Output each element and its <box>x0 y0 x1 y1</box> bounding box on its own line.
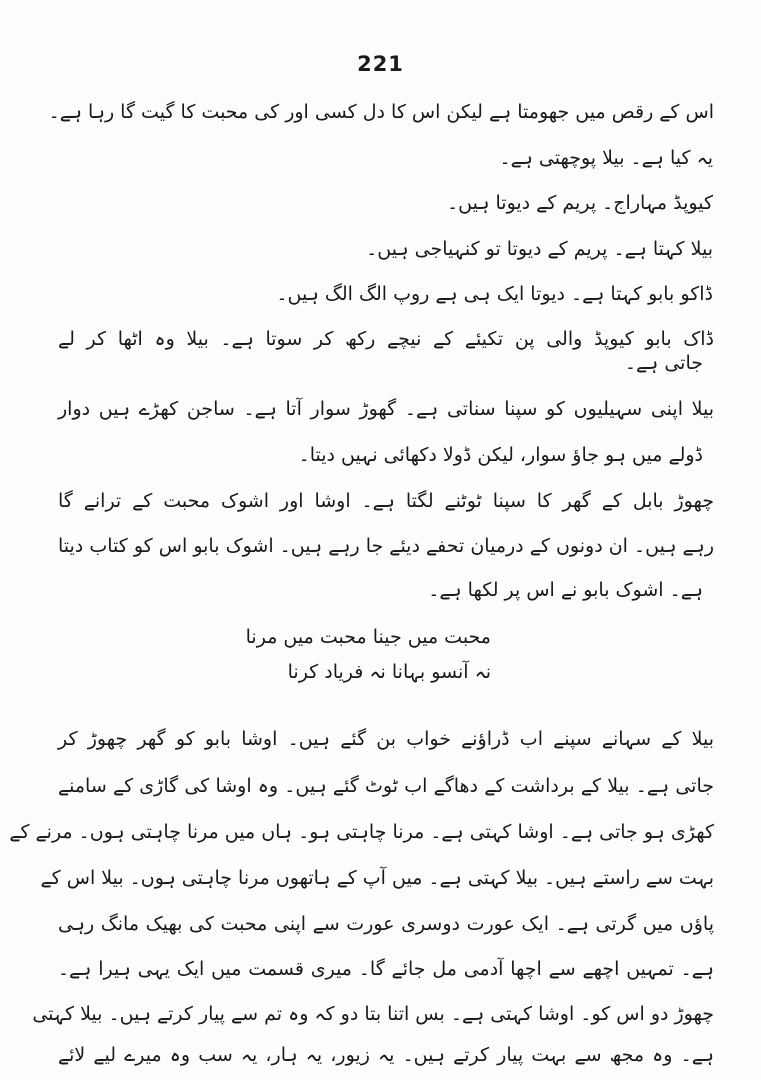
text-line: اس کے رقص میں جھومتا ہے لیکن اس کا دل کسی اور کی محبت کا گیت گا رہا ہے۔ <box>48 101 714 123</box>
text-line: رہے ہیں۔ ان دونوں کے درمیان تحفے دیئے جا رہے ہیں۔ اشوک بابو اس کو کتاب دیتا <box>58 535 714 557</box>
text-line: جاتی ہے۔ بیلا کے برداشت کے دھاگے اب ٹوٹ گئے ہیں۔ وہ اوشا کی گاڑی کے سامنے <box>58 775 714 797</box>
text-line: ہے۔ اشوک بابو نے اس پر لکھا ہے۔ <box>428 579 703 601</box>
text-line: بیلا اپنی سہیلیوں کو سپنا سناتی ہے۔ گھوڑ سوار آتا ہے۔ ساجن کھڑے ہیں دوار <box>58 398 714 420</box>
text-line: چھوڑ بابل کے گھر کا سپنا ٹوٹنے لگتا ہے۔ اوشا اور اشوک محبت کے ترانے گا <box>58 490 714 512</box>
verse-line: نہ آنسو بہانا نہ فریاد کرنا <box>287 661 491 683</box>
text-line: ہے۔ تمہیں اچھے سے اچھا آدمی مل جائے گا۔ میری قسمت میں ایک یہی ہیرا ہے۔ <box>58 958 714 980</box>
text-line: کیوپڈ مہاراج۔ پریم کے دیوتا ہیں۔ <box>447 192 713 214</box>
text-line: بیلا کہتا ہے۔ پریم کے دیوتا تو کنہیاجی ہیں۔ <box>366 238 713 260</box>
text-line: بیلا کے سہانے سپنے اب ڈراؤنے خواب بن گئے ہیں۔ اوشا بابو کو گھر چھوڑ کر <box>58 728 714 750</box>
text-line: ڈاکو بابو کہتا ہے۔ دیوتا ایک ہی ہے روپ الگ الگ ہیں۔ <box>276 283 713 305</box>
text-line: چھوڑ دو اس کو۔ اوشا کہتی ہے۔ بس اتنا بتا دو کہ وہ تم سے پیار کرتے ہیں۔ بیلا کہتی <box>32 1003 714 1025</box>
text-line: پاؤں میں گرتی ہے۔ ایک عورت دوسری عورت سے اپنی محبت کی بھیک مانگ رہی <box>58 913 714 935</box>
text-line: جاتی ہے۔ <box>624 352 703 374</box>
verse-line: محبت میں جینا محبت میں مرنا <box>245 626 491 648</box>
text-line: ڈاک بابو کیوپڈ والی پن تکیئے کے نیچے رکھ کر سوتا ہے۔ بیلا وہ اٹھا کر لے <box>58 328 714 350</box>
text-line: کھڑی ہو جاتی ہے۔ اوشا کہتی ہے۔ مرنا چاہتی ہو۔ ہاں میں مرنا چاہتی ہوں۔ مرنے کے <box>9 821 714 843</box>
text-line: یہ کیا ہے۔ بیلا پوچھتی ہے۔ <box>499 147 713 169</box>
text-line: بہت سے راستے ہیں۔ بیلا کہتی ہے۔ میں آپ کے ہاتھوں مرنا چاہتی ہوں۔ بیلا اس کے <box>40 867 714 889</box>
page-number: 221 <box>357 52 404 76</box>
text-line: ہے۔ وہ مجھ سے بہت پیار کرتے ہیں۔ یہ زیور، یہ ہار، یہ سب وہ میرے لیے لائے <box>58 1044 714 1066</box>
text-line: ڈولے میں ہو جاؤ سوار، لیکن ڈولا دکھائی نہیں دیتا۔ <box>298 444 703 466</box>
